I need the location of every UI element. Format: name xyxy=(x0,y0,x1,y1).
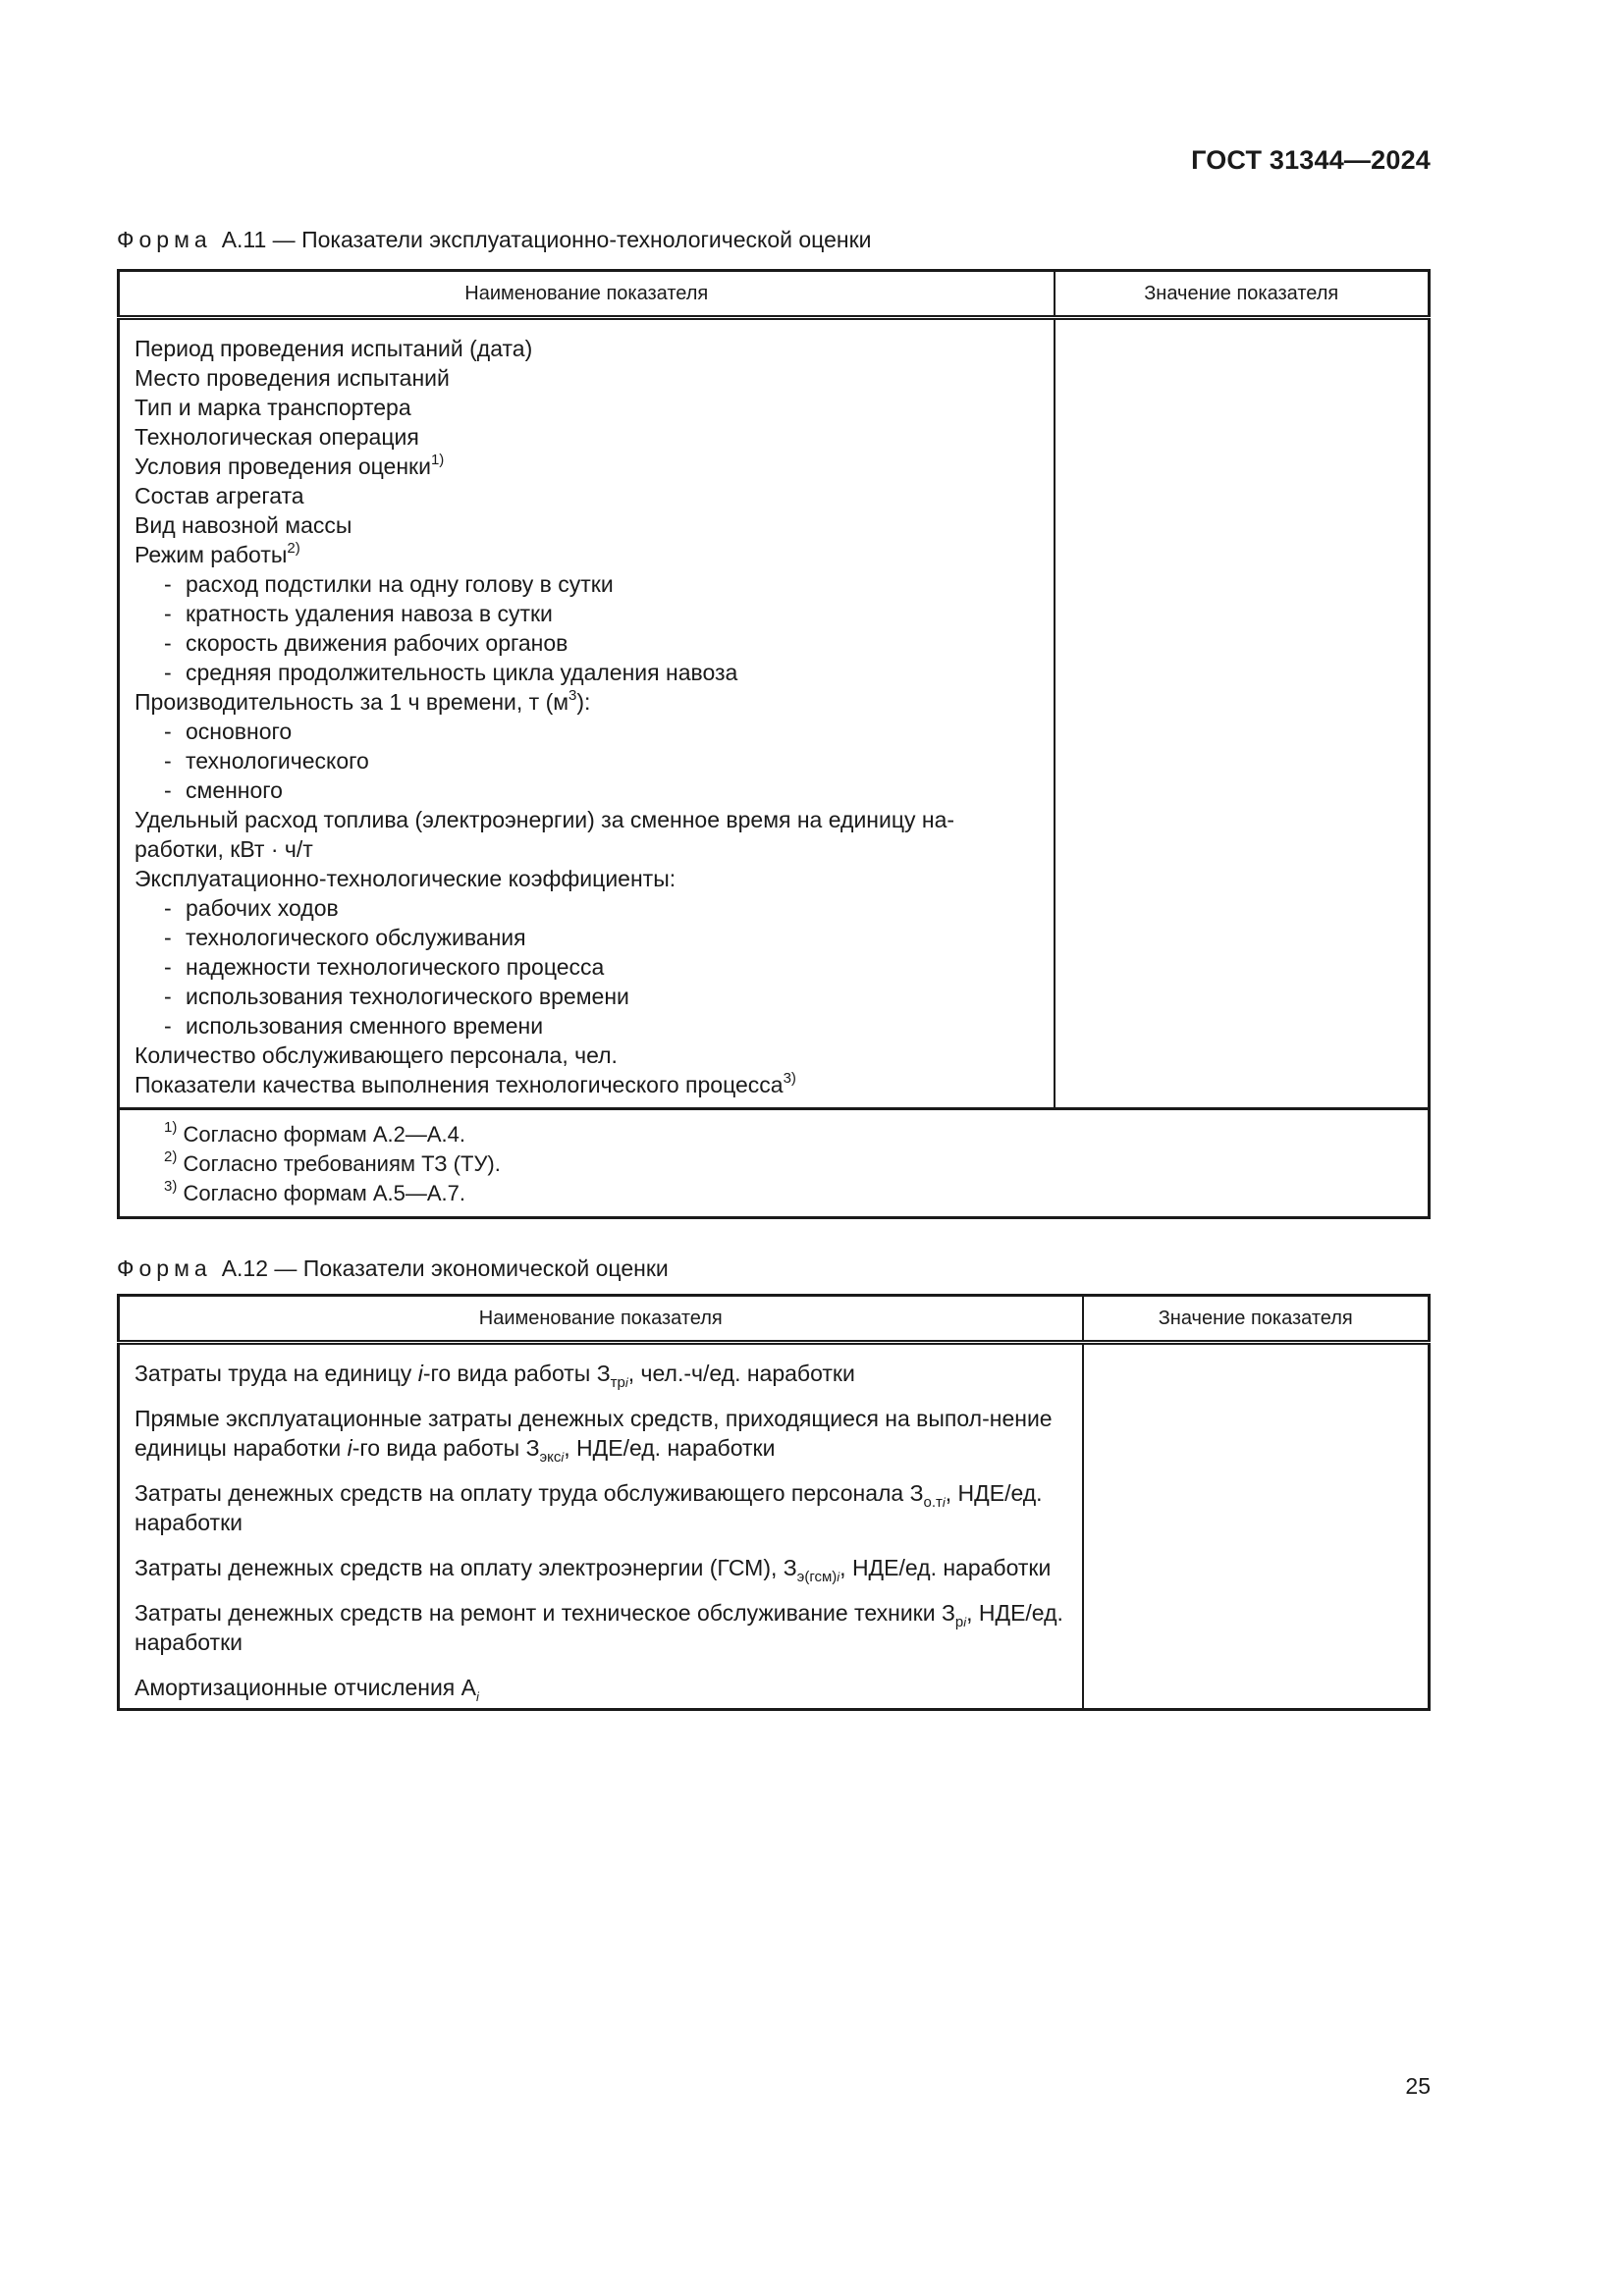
table-header-row xyxy=(119,271,1430,318)
list-item-continuation: работки, кВт · ч/т xyxy=(135,836,313,862)
indicator-value-cell[interactable] xyxy=(1083,1588,1430,1663)
list-item: Показатели качества выполнения технологического процесса$^{3)}$ xyxy=(135,1070,796,1097)
column-header-indicator-name: Наименование показателя xyxy=(119,1296,1083,1343)
list-item: Место проведения испытаний xyxy=(135,365,450,391)
document-standard-number: ГОСТ 31344—2024 xyxy=(1191,145,1431,175)
table-row xyxy=(119,1343,1430,1395)
indicator-value-cell[interactable] xyxy=(1055,318,1430,1109)
indicator-value-cell[interactable] xyxy=(1083,1394,1430,1468)
footnote: $^{1)}$ Согласно формам А.2—А.4. xyxy=(164,1119,466,1147)
indicator-value-cell[interactable] xyxy=(1083,1543,1430,1588)
form-a12-title: А.12 — Показатели экономической оценки xyxy=(221,1255,669,1281)
indicator-value-cell[interactable] xyxy=(1083,1663,1430,1710)
form-label: Форма xyxy=(117,1255,212,1281)
list-item: Состав агрегата xyxy=(135,483,304,508)
list-item: Технологическая операция xyxy=(135,424,419,450)
indicator-name-cell: Затраты денежных средств на оплату труда обслуживающего персонала $З_{о.тi}$, НДЕ/ед. наработки xyxy=(119,1468,1083,1543)
indicator-value-cell[interactable] xyxy=(1083,1343,1430,1395)
list-subitem: - использования технологического времени xyxy=(164,984,629,1009)
indicator-name-cell: Амортизационные отчисления $А_i$ xyxy=(119,1663,1083,1710)
indicator-name-cell: Затраты денежных средств на ремонт и техническое обслуживание техники $З_{рi}$, НДЕ/ед. наработки xyxy=(119,1588,1083,1663)
list-subitem: - расход подстилки на одну голову в сутки xyxy=(164,571,614,597)
list-subitem: - средняя продолжительность цикла удаления навоза xyxy=(164,660,738,685)
page-number: 25 xyxy=(1405,2073,1431,2099)
footnote: $^{3)}$ Согласно формам А.5—А.7. xyxy=(164,1178,466,1205)
footnotes-cell xyxy=(119,1109,1430,1218)
list-item: Период проведения испытаний (дата) xyxy=(135,336,533,361)
list-subitem: - основного xyxy=(164,719,293,744)
table-row xyxy=(119,1588,1430,1663)
footnote-ref: 3) xyxy=(783,1070,796,1087)
column-header-indicator-value: Значение показателя xyxy=(1055,271,1430,318)
list-item: Производительность за 1 ч времени, т $(м^3)$: xyxy=(135,687,591,715)
form-a12-caption xyxy=(117,1255,669,1282)
list-subitem: - сменного xyxy=(164,777,283,803)
list-item: Вид навозной массы xyxy=(135,512,352,538)
footnote-ref: 1) xyxy=(430,452,445,468)
list-item: Эксплуатационно-технологические коэффициенты: xyxy=(135,866,677,891)
footnote-ref: 2) xyxy=(287,540,300,557)
table-row xyxy=(119,1543,1430,1588)
form-a12-table xyxy=(117,1294,1431,1711)
list-item: Режим работы$^{2)}$ xyxy=(135,540,300,567)
list-subitem: - кратность удаления навоза в сутки xyxy=(164,601,553,626)
list-item: Условия проведения оценки$^{1)}$ xyxy=(135,452,445,479)
form-a11-title: А.11 — Показатели эксплуатационно-технологической оценки xyxy=(221,227,872,252)
indicator-name-cell: Затраты денежных средств на оплату электроэнергии (ГСМ), $З_{э(гсм)i}$, НДЕ/ед. наработки xyxy=(119,1543,1083,1588)
form-a11-caption xyxy=(117,227,871,253)
column-header-indicator-value: Значение показателя xyxy=(1083,1296,1430,1343)
list-subitem: - технологического обслуживания xyxy=(164,925,526,950)
list-item: Удельный расход топлива (электроэнергии) за сменное время на единицу на- xyxy=(135,807,955,832)
table-body-row xyxy=(119,318,1430,1109)
indicator-name-cell: Прямые эксплуатационные затраты денежных средств, приходящиеся на выпол-нение единицы наработки i-го вида работы $З_{эксi}$, НДЕ/ед. наработки xyxy=(119,1394,1083,1468)
form-a11-table xyxy=(117,269,1431,1219)
list-item: Количество обслуживающего персонала, чел. xyxy=(135,1042,618,1068)
list-item: Тип и марка транспортера xyxy=(135,395,411,420)
list-subitem: - скорость движения рабочих органов xyxy=(164,630,568,656)
indicator-value-cell[interactable] xyxy=(1083,1468,1430,1543)
footnotes-row xyxy=(119,1109,1430,1218)
indicator-names-cell xyxy=(119,318,1055,1109)
column-header-indicator-name: Наименование показателя xyxy=(119,271,1055,318)
table-row xyxy=(119,1394,1430,1468)
list-subitem: - рабочих ходов xyxy=(164,895,339,921)
indicator-name-cell: Затраты труда на единицу i-го вида работы $З_{трi}$, чел.-ч/ед. наработки xyxy=(119,1343,1083,1395)
table-row xyxy=(119,1663,1430,1710)
form-label: Форма xyxy=(117,227,212,252)
table-row xyxy=(119,1468,1430,1543)
list-subitem: - использования сменного времени xyxy=(164,1013,544,1039)
footnote: $^{2)}$ Согласно требованиям ТЗ (ТУ). xyxy=(164,1148,501,1176)
list-subitem: - надежности технологического процесса xyxy=(164,954,605,980)
list-subitem: - технологического xyxy=(164,748,369,774)
table-header-row xyxy=(119,1296,1430,1343)
